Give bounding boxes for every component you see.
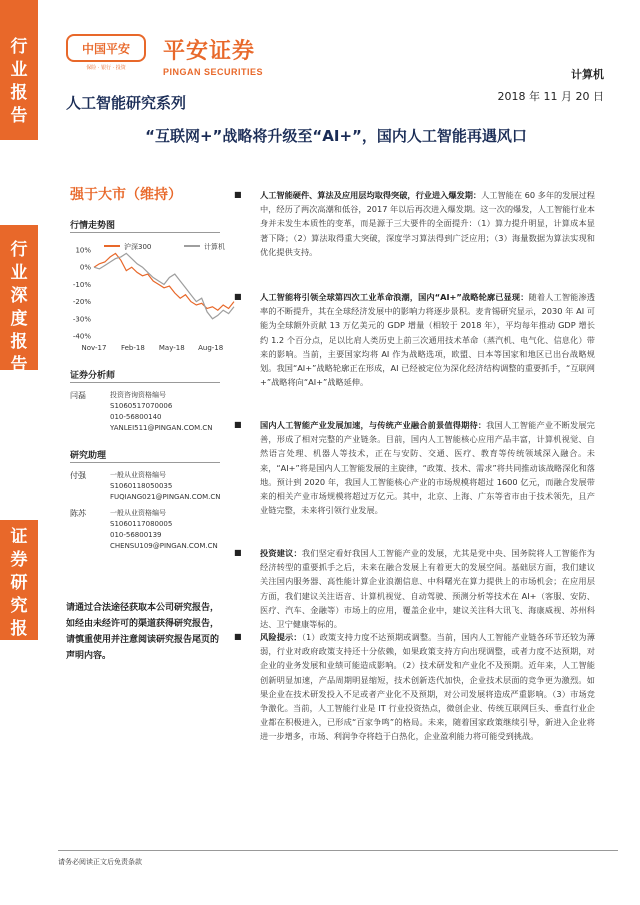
x-tick-label: May-18 (158, 344, 185, 352)
summary-paragraph (234, 630, 595, 744)
paragraph-lead: 国内人工智能产业发展加速，与传统产业融合前景值得期待： (260, 420, 487, 430)
analysts-header: 证券分析师 (70, 371, 116, 381)
footer-divider (58, 850, 618, 851)
summary-paragraph (234, 546, 595, 631)
assistant-cert-label: 一般从业资格编号 (110, 471, 166, 479)
analyst-phone: 010-56800140 (110, 413, 162, 421)
square-bullet-icon: ■ (234, 548, 242, 557)
y-tick-label: 0% (79, 263, 91, 272)
paragraph-lead: 人工智能硬件、算法及应用层均取得突破，行业进入爆发期： (260, 190, 482, 200)
chart-title: 行情走势图 (70, 221, 116, 231)
sidebar-char: 行 (10, 37, 28, 57)
summary-paragraph (234, 418, 595, 517)
sidebar-char: 告 (10, 355, 28, 375)
paragraph-lead: 人工智能将引领全球第四次工业革命浪潮，国内“AI+”战略轮廓已显现： (260, 292, 529, 302)
assistants-divider (70, 462, 220, 463)
report-date: 2018 年 11 月 20 日 (497, 90, 604, 103)
paragraph-text: 随着人工智能渗透率的不断提升，其在全球经济发展中的影响力将逐步景积。麦肯锡研究显示，2030 年 AI 可能为全球额外贡献 13 万亿美元的 GDP 增量（相较于 2018 年），平均每年推动 GDP 增长约 1.2 个百分点，足以比肩人类历史上前三次通用技术革命（蒸汽机、电气化、信息化）带来的影响。当前，主要国家均将 AI 作为战略选项，欧盟、日本等国家和地区已出台战略规划。我国“AI+”战略轮廓正在形成，AI 已经被定位为深化经济结构调整的重要抓手，“互联网+”战略将向“AI+”战略延伸。 (260, 292, 595, 388)
pingan-securities-logo (163, 34, 293, 77)
assistant-email[interactable]: CHENSU109@PINGAN.COM.CN (110, 542, 218, 550)
market-trend-chart (64, 238, 244, 358)
sidebar-char: 研 (10, 573, 28, 593)
paragraph-text: 人工智能在 60 多年的发展过程中，经历了两次高潮和低谷，2017 年以后再次进入爆发期。这一次的爆发，人工智能行业本身并未发生本质性的变革，而是源于三大要件的全面提升：（1）算力提升明显，计算成本显著下降；（2）算法取得重大突破，深度学习算法得到广泛应用；（3）海量数据为算法实现和优化提供支持。 (260, 190, 595, 257)
pingan-logo-tagline: 保险 · 银行 · 投资 (86, 65, 126, 71)
analyst-cert-label: 投资咨询资格编号 (110, 391, 166, 399)
sidebar-char: 业 (10, 263, 28, 283)
paragraph-text: 我们坚定看好我国人工智能产业的发展，尤其是党中央、国务院将人工智能作为经济转型的重要抓手之后，未来在融合发展上有着更大的发展空间。基础层方面，我们建议关注国内服务器、高性能计算企业浪潮信息、中科曙光在算力提供上的市场机会；在应用层方面，我们建议关注语音、计算机视觉、自动驾驶、预测分析等技术在 AI+（客服、安防、医疗、汽车、金融等）市场上的应用，覆盖企业中，建议关注科大讯飞、海康威视、苏州科达、卫宁健康等标的。 (260, 548, 595, 630)
y-tick-label: -30% (72, 315, 91, 324)
x-tick-label: Aug-18 (198, 344, 224, 352)
securities-logo-en: PINGAN SECURITIES (163, 67, 264, 77)
left-sidebar (0, 0, 38, 905)
sidebar-char: 究 (10, 596, 28, 616)
series-line-0 (94, 253, 234, 310)
sidebar-char: 报 (10, 619, 28, 639)
assistant-info (110, 508, 218, 552)
assistant-cert-label: 一般从业资格编号 (110, 509, 166, 517)
pingan-logo-text: 中国平安 (81, 41, 130, 56)
sidebar-char: 深 (10, 286, 28, 306)
analysts-divider (70, 382, 220, 383)
securities-logo-cn: 平安证券 (163, 39, 256, 64)
sidebar-block-securities-report (0, 520, 38, 662)
sidebar-char: 告 (10, 106, 28, 126)
sidebar-char: 券 (10, 550, 28, 570)
industry-label: 计算机 (571, 68, 604, 81)
assistant-cert-number: S1060117080005 (110, 520, 173, 528)
paragraph-text: 我国人工智能产业不断发展完善，形成了相对完整的产业链条。目前，国内人工智能核心应用产品丰富，计算机视觉、自然语言处理、机器人等技术，正在与安防、交通、医疗、教育等传统领域深入融合。未来，“AI+”将是国内人工智能发展的主旋律，“政策、技术、需求”将共同推动该战略深化和落地。预计到 2020 年，我国人工智能核心产业的市场规模将超过 1600 亿元，而融合发展带来的相关产业市场规模将超过万亿元。其中，北京、上海、广东等省市由于技术领先，且产业链完整，未来将引领行业发展。 (260, 420, 595, 516)
analyst-name: 闫磊 (70, 391, 86, 400)
analyst-info (110, 390, 213, 434)
y-tick-label: -40% (72, 332, 91, 341)
x-tick-label: Nov-17 (81, 344, 107, 352)
y-tick-label: 10% (75, 246, 91, 255)
y-tick-label: -10% (72, 280, 91, 289)
assistant-cert-number: S1060118050035 (110, 482, 173, 490)
report-title: “互联网+”战略将升级至“AI+”，国内人工智能再遇风口 (145, 127, 527, 145)
y-tick-label: -20% (72, 298, 91, 307)
footer-note: 请务必阅读正文后免责条款 (58, 858, 142, 866)
paragraph-lead: 风险提示： (260, 632, 302, 642)
access-disclaimer: 请通过合法途径获取本公司研究报告，如经由未经许可的渠道获得研究报告，请慎重使用并注意阅读研究报告尾页的声明内容。 (66, 603, 220, 661)
sidebar-char: 报 (10, 83, 28, 103)
pingan-logo-box (66, 34, 146, 62)
sidebar-char: 业 (10, 60, 28, 80)
assistant-name: 付强 (70, 471, 86, 480)
assistant-email[interactable]: FUQIANG021@PINGAN.COM.CN (110, 493, 221, 501)
pingan-logo (66, 34, 146, 74)
sidebar-block-industry-report (0, 0, 38, 140)
summary-paragraph (234, 188, 595, 259)
sidebar-char: 证 (10, 527, 28, 547)
assistants-header: 研究助理 (70, 451, 107, 461)
legend-label-0: 沪深300 (124, 243, 152, 251)
sidebar-char: 报 (10, 332, 28, 352)
chart-divider (70, 232, 220, 233)
paragraph-lead: 投资建议： (260, 548, 302, 558)
analyst-cert-number: S1060517070006 (110, 402, 173, 410)
assistant-name: 陈苏 (70, 509, 86, 518)
report-series: 人工智能研究系列 (66, 94, 187, 112)
assistant-phone: 010-56800139 (110, 531, 162, 539)
analyst-email[interactable]: YANLEI511@PINGAN.COM.CN (110, 424, 213, 432)
sidebar-char: 行 (10, 240, 28, 260)
square-bullet-icon: ■ (234, 292, 242, 301)
square-bullet-icon: ■ (234, 420, 242, 429)
sidebar-char: 度 (10, 309, 28, 329)
legend-label-1: 计算机 (204, 243, 225, 251)
series-line-1 (94, 253, 234, 318)
rating-label: 强于大市（维持） (70, 187, 182, 203)
summary-paragraph (234, 290, 595, 389)
square-bullet-icon: ■ (234, 632, 242, 641)
sidebar-char: 告 (10, 642, 28, 662)
sidebar-block-deep-report (0, 225, 38, 375)
x-tick-label: Feb-18 (120, 344, 145, 352)
square-bullet-icon: ■ (234, 190, 242, 199)
assistant-info (110, 470, 221, 503)
paragraph-text: （1）政策支持力度不达预期或调整。当前，国内人工智能产业链各环节还较为薄弱，行业对政府政策支持还十分依赖，如果政策支持方向出现调整，或者力度不达预期，对企业的业务发展和业绩可能造成影响。（2）技术研发和产业化不及预期。近年来，人工智能创新明显加速，产品周期明显缩短，技术创新迭代加快，企业技术层面的竞争更为激烈。如果企业在技术研发投入不足或者产业化不及预期，对公司发展将造成严重影响。（3）市场竞争激化。当前，人工智能行业是 IT 行业投资热点，微创企业、传统互联网巨头、垂直行业企业都在积极进入，已形成“百家争鸣”的格局。未来，随着国家政策继续引导，新进入企业将进一步增多，市场、利润争夺将趋于白热化，企业盈利能力将可能受到挑战。 (260, 632, 595, 742)
